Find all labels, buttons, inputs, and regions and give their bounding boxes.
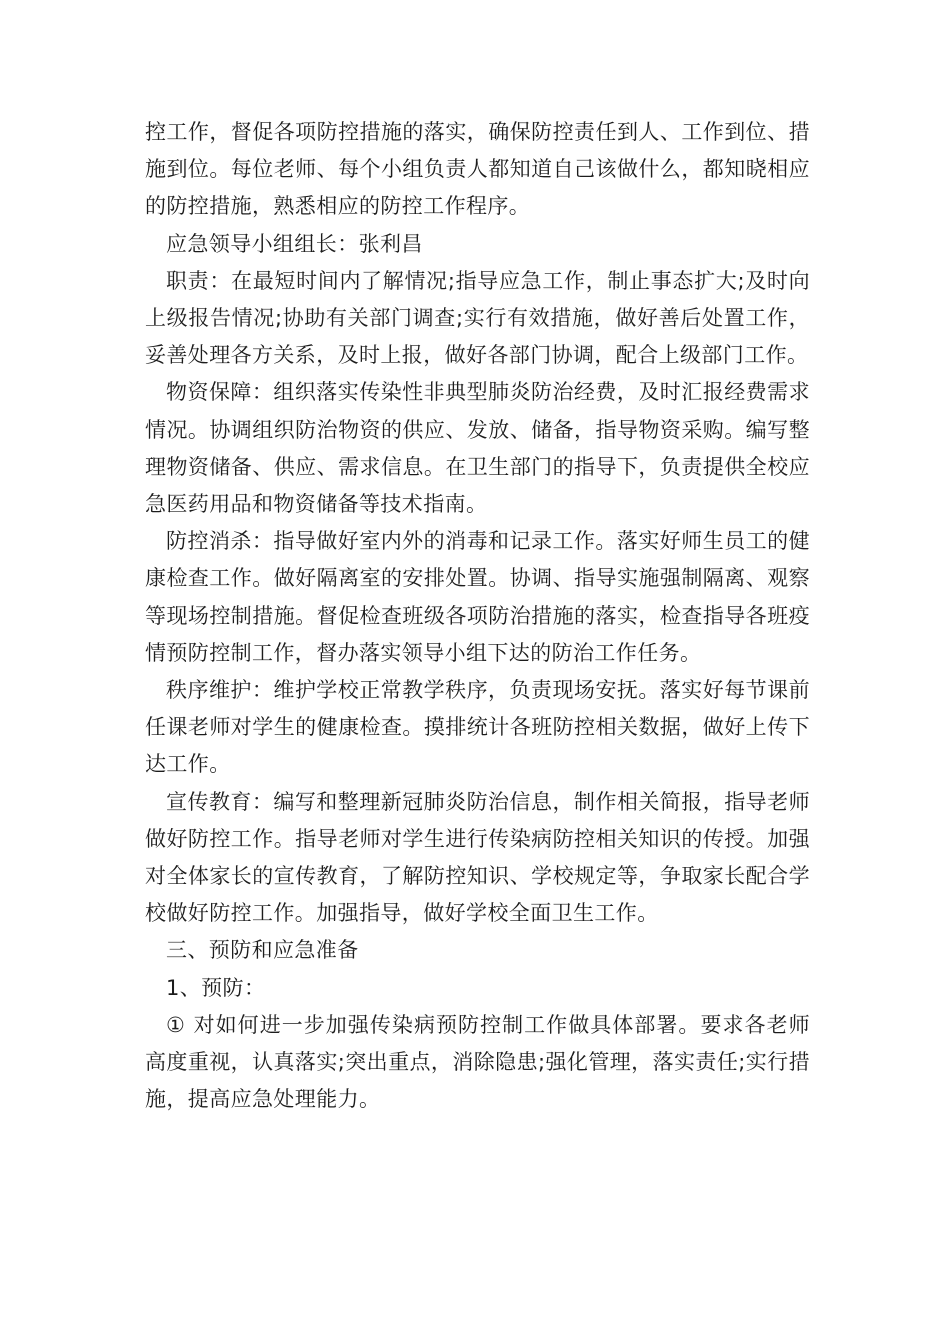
paragraph-continued-intro: 控工作，督促各项防控措施的落实，确保防控责任到人、工作到位、措施到位。每位老师、每个小组负责人都知道自己该做什么，都知晓相应的防控措施，熟悉相应的防控工作程序。 <box>145 120 810 219</box>
paragraph-team-leader: 应急领导小组组长：张利昌 <box>166 231 423 256</box>
paragraph-order-maintenance: 秩序维护：维护学校正常教学秩序，负责现场安抚。落实好每节课前任课老师对学生的健康检查。摸排统计各班防控相关数据，做好上传下达工作。 <box>145 678 810 777</box>
subsection-heading-prevention: 1、预防： <box>166 975 266 1000</box>
document-body <box>145 114 810 1118</box>
paragraph-prevention-item-1: ① 对如何进一步加强传染病预防控制工作做具体部署。要求各老师高度重视，认真落实;突出重点，消除隐患;强化管理，落实责任;实行措施，提高应急处理能力。 <box>145 1012 810 1112</box>
paragraph-publicity-education: 宣传教育：编写和整理新冠肺炎防治信息，制作相关简报，指导老师做好防控工作。指导老师对学生进行传染病防控相关知识的传授。加强对全体家长的宣传教育，了解防控知识、学校规定等，争取家长配合学校做好防控工作。加强指导，做好学校全面卫生工作。 <box>145 789 810 926</box>
paragraph-duties: 职责：在最短时间内了解情况;指导应急工作，制止事态扩大;及时向上级报告情况;协助有关部门调查;实行有效措施，做好善后处置工作，妥善处理各方关系，及时上报，做好各部门协调，配合上级部门工作。 <box>145 268 810 368</box>
section-heading-prevention: 三、预防和应急准备 <box>166 938 359 963</box>
paragraph-material-support: 物资保障：组织落实传染性非典型肺炎防治经费，及时汇报经费需求情况。协调组织防治物资的供应、发放、储备，指导物资采购。编写整理物资储备、供应、需求信息。在卫生部门的指导下，负责提供全校应急医药用品和物资储备等技术指南。 <box>145 380 810 517</box>
paragraph-disinfection: 防控消杀：指导做好室内外的消毒和记录工作。落实好师生员工的健康检查工作。做好隔离室的安排处置。协调、指导实施强制隔离、观察等现场控制措施。督促检查班级各项防治措施的落实，检查指导各班疫情预防控制工作，督办落实领导小组下达的防治工作任务。 <box>145 529 810 665</box>
